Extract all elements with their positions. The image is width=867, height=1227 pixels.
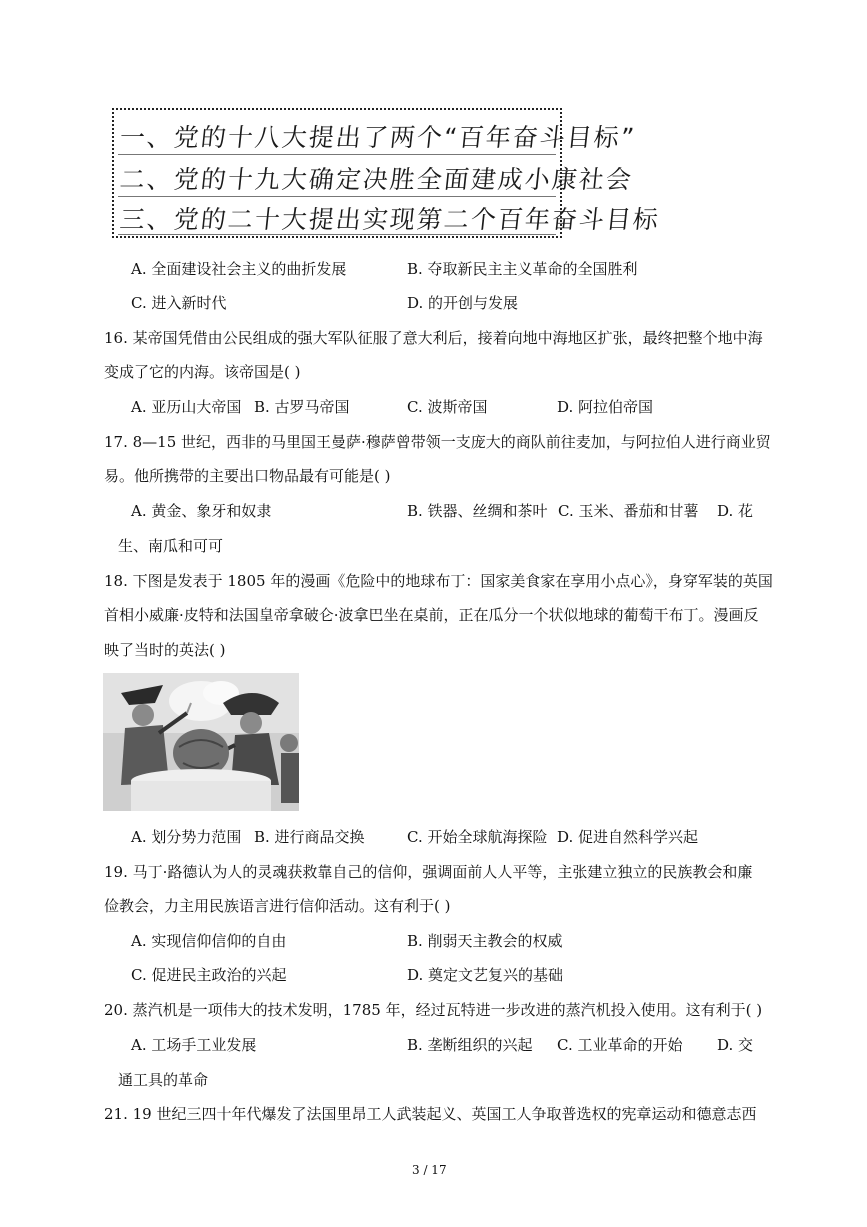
q19-stem-line-2: 俭教会，力主用民族语言进行信仰活动。这有利于( )	[104, 897, 451, 915]
q21-stem-line-1: 21. 19 世纪三四十年代爆发了法国里昂工人武装起义、英国工人争取普选权的宪章运动和德意志西	[104, 1105, 757, 1123]
q20-option-d: D. 交	[717, 1036, 754, 1054]
q16-stem-line-2: 变成了它的内海。该帝国是( )	[104, 363, 301, 381]
q18-option-c: C. 开始全球航海探险	[407, 828, 548, 846]
q15-option-c: C. 进入新时代	[131, 294, 227, 312]
q17-stem-line-1: 17. 8—15 世纪，西非的马里国王曼萨·穆萨曾带领一支庞大的商队前往麦加，与阿拉伯人进行商业贸	[104, 433, 771, 451]
q16-option-a: A. 亚历山大帝国	[131, 398, 242, 416]
handwritten-note-box	[112, 108, 662, 238]
q15-option-b: B. 夺取新民主主义革命的全国胜利	[407, 260, 638, 278]
page-number: 3 / 17	[412, 1163, 447, 1177]
q16-stem-line-1: 16. 某帝国凭借由公民组成的强大军队征服了意大利后，接着向地中海地区扩张，最终把整个地中海	[104, 329, 763, 347]
handwritten-line-3: 三、党的二十大提出实现第二个百年奋斗目标	[118, 205, 662, 234]
q20-option-b: B. 垄断组织的兴起	[407, 1036, 533, 1054]
q17-option-c: C. 玉米、番茄和甘薯	[558, 502, 699, 520]
handwritten-line-1: 一、党的十八大提出了两个“百年奋斗目标”	[118, 123, 638, 152]
q18-stem-line-3: 映了当时的英法( )	[104, 641, 226, 659]
note-rule	[118, 234, 556, 235]
q19-option-a: A. 实现信仰信仰的自由	[131, 932, 287, 950]
cartoon-drawing	[103, 673, 299, 811]
q16-option-d: D. 阿拉伯帝国	[557, 398, 654, 416]
q20-option-c: C. 工业革命的开始	[557, 1036, 683, 1054]
q20-stem-line-1: 20. 蒸汽机是一项伟大的技术发明，1785 年，经过瓦特进一步改进的蒸汽机投入使用。这有利于( )	[104, 1001, 763, 1019]
q19-option-d: D. 奠定文艺复兴的基础	[407, 966, 564, 984]
q16-option-c: C. 波斯帝国	[407, 398, 488, 416]
note-rule	[118, 154, 556, 155]
q20-option-d-continued: 通工具的革命	[118, 1071, 209, 1089]
q19-option-b: B. 削弱天主教会的权威	[407, 932, 563, 950]
q18-option-b: B. 进行商品交换	[254, 828, 365, 846]
q18-stem-line-2: 首相小威廉·皮特和法国皇帝拿破仑·波拿巴坐在桌前，正在瓜分一个状似地球的葡萄干布丁。漫画反	[104, 606, 759, 624]
q18-option-d: D. 促进自然科学兴起	[557, 828, 699, 846]
note-rule	[118, 196, 556, 197]
q16-option-b: B. 古罗马帝国	[254, 398, 350, 416]
handwritten-line-2: 二、党的十九大确定决胜全面建成小康社会	[118, 165, 635, 194]
q17-option-a: A. 黄金、象牙和奴隶	[131, 502, 272, 520]
q18-stem-line-1: 18. 下图是发表于 1805 年的漫画《危险中的地球布丁：国家美食家在享用小点心》，身穿军装的英国	[104, 572, 773, 590]
q15-option-a: A. 全面建设社会主义的曲折发展	[131, 260, 347, 278]
q17-stem-line-2: 易。他所携带的主要出口物品最有可能是( )	[104, 467, 391, 485]
q15-option-d: D. 的开创与发展	[407, 294, 519, 312]
q19-option-c: C. 促进民主政治的兴起	[131, 966, 287, 984]
q20-option-a: A. 工场手工业发展	[131, 1036, 257, 1054]
plumb-pudding-cartoon-image	[103, 673, 299, 811]
q17-option-d: D. 花	[717, 502, 754, 520]
q17-option-b: B. 铁器、丝绸和茶叶	[407, 502, 548, 520]
q18-option-a: A. 划分势力范围	[131, 828, 242, 846]
q19-stem-line-1: 19. 马丁·路德认为人的灵魂获救靠自己的信仰，强调面前人人平等，主张建立独立的民族教会和廉	[104, 863, 753, 881]
q17-option-d-continued: 生、南瓜和可可	[118, 537, 224, 555]
